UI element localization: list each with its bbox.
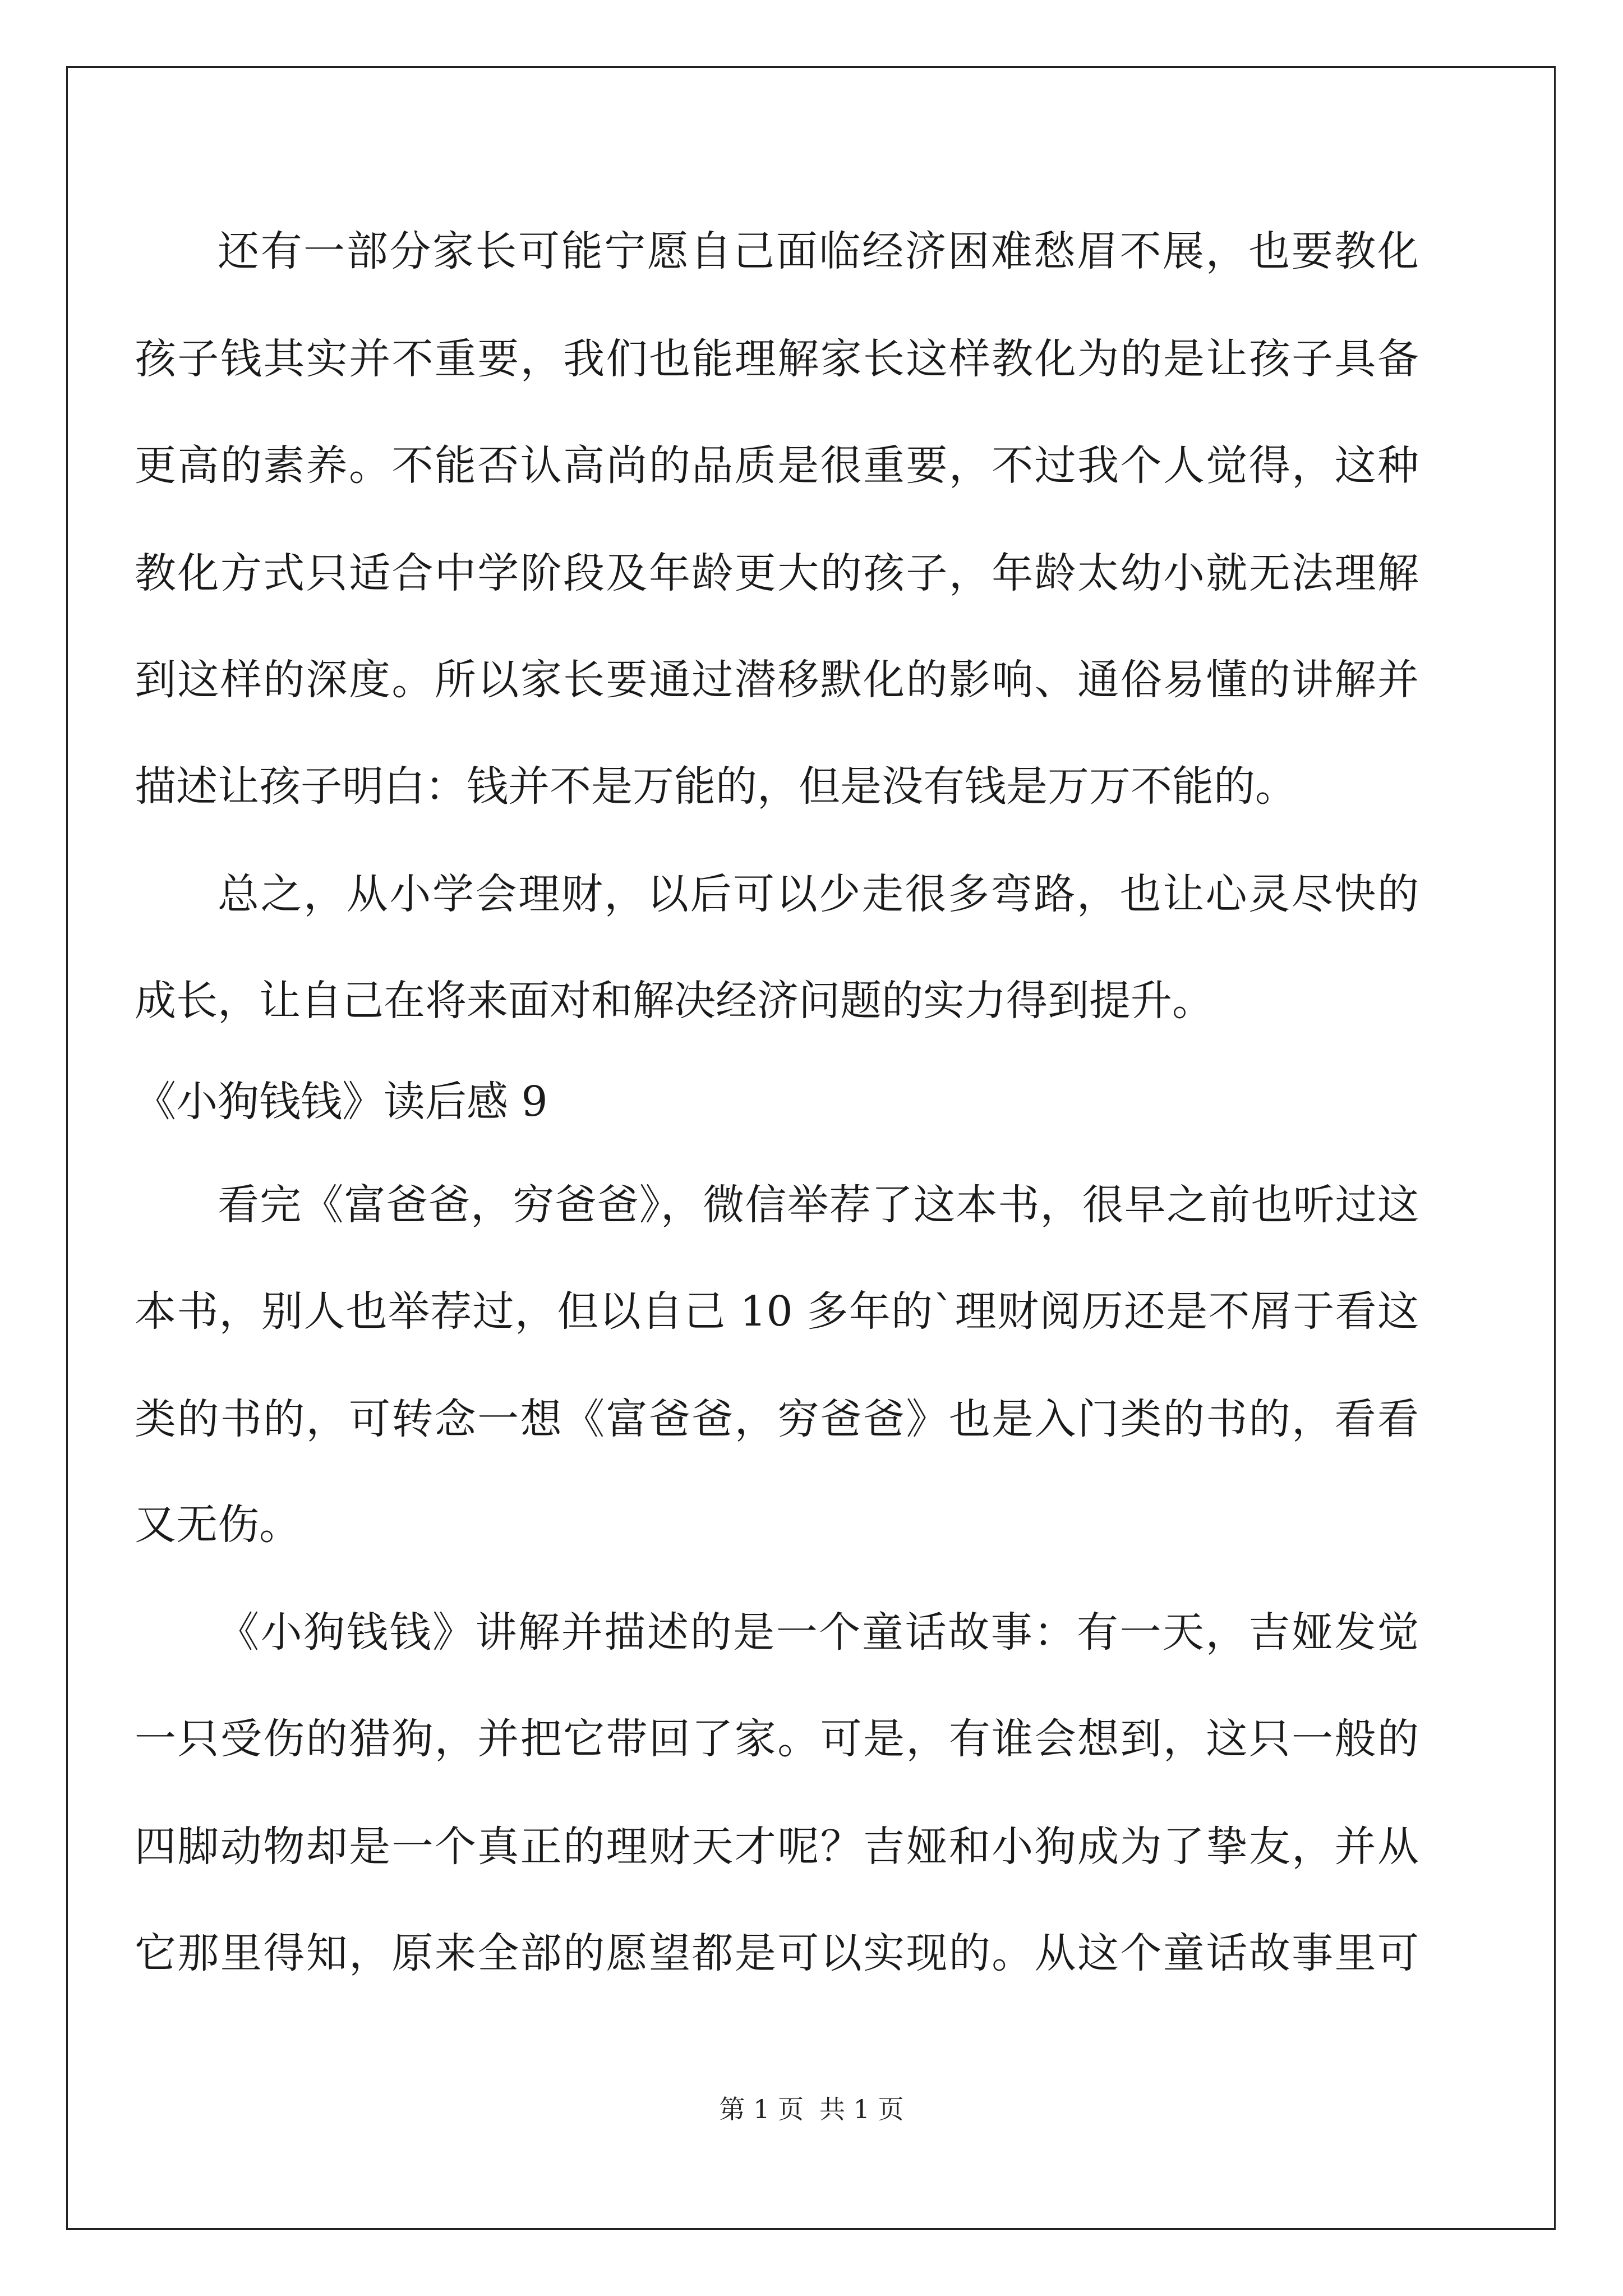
text-line-1: 还有一部分家长可能宁愿自己面临经济困难愁眉不展，也要教化	[218, 227, 1419, 275]
text-line-4: 教化方式只适合中学阶段及年龄更大的孩子，年龄太幼小就无法理解	[135, 549, 1419, 597]
text-line-12: 类的书的，可转念一想《富爸爸，穷爸爸》也是入门类的书的，看看	[135, 1395, 1419, 1443]
text-line-17: 它那里得知，原来全部的愿望都是可以实现的。从这个童话故事里可	[135, 1929, 1419, 1977]
text-line-6: 描述让孩子明白：钱并不是万能的，但是没有钱是万万不能的。	[135, 762, 1297, 811]
text-line-7: 总之，从小学会理财，以后可以少走很多弯路，也让心灵尽快的	[218, 870, 1419, 918]
page-border	[66, 66, 1556, 2230]
text-line-5: 到这样的深度。所以家长要通过潜移默化的影响、通俗易懂的讲解并	[135, 656, 1419, 704]
text-line-14: 《小狗钱钱》讲解并描述的是一个童话故事：有一天，吉娅发觉	[218, 1608, 1419, 1657]
page-footer	[0, 2092, 1623, 2126]
text-line-2: 孩子钱其实并不重要，我们也能理解家长这样教化为的是让孩子具备	[135, 335, 1419, 383]
text-line-8: 成长，让自己在将来面对和解决经济问题的实力得到提升。	[135, 977, 1214, 1025]
text-line-10: 看完《富爸爸，穷爸爸》，微信举荐了这本书，很早之前也听过这	[218, 1181, 1419, 1229]
text-line-11: 本书，别人也举荐过，但以自己 10 多年的`理财阅历还是不屑于看这	[135, 1287, 1419, 1336]
text-line-3: 更高的素养。不能否认高尚的品质是很重要，不过我个人觉得，这种	[135, 441, 1419, 490]
text-line-16: 四脚动物却是一个真正的理财天才呢？吉娅和小狗成为了挚友，并从	[135, 1823, 1419, 1871]
section-heading: 《小狗钱钱》读后感 9	[135, 1078, 548, 1126]
page-total: 共 1 页	[819, 2094, 904, 2124]
text-line-15: 一只受伤的猎狗，并把它带回了家。可是，有谁会想到，这只一般的	[135, 1715, 1419, 1763]
page-number: 第 1 页	[719, 2094, 804, 2124]
text-line-13: 又无伤。	[135, 1501, 301, 1549]
